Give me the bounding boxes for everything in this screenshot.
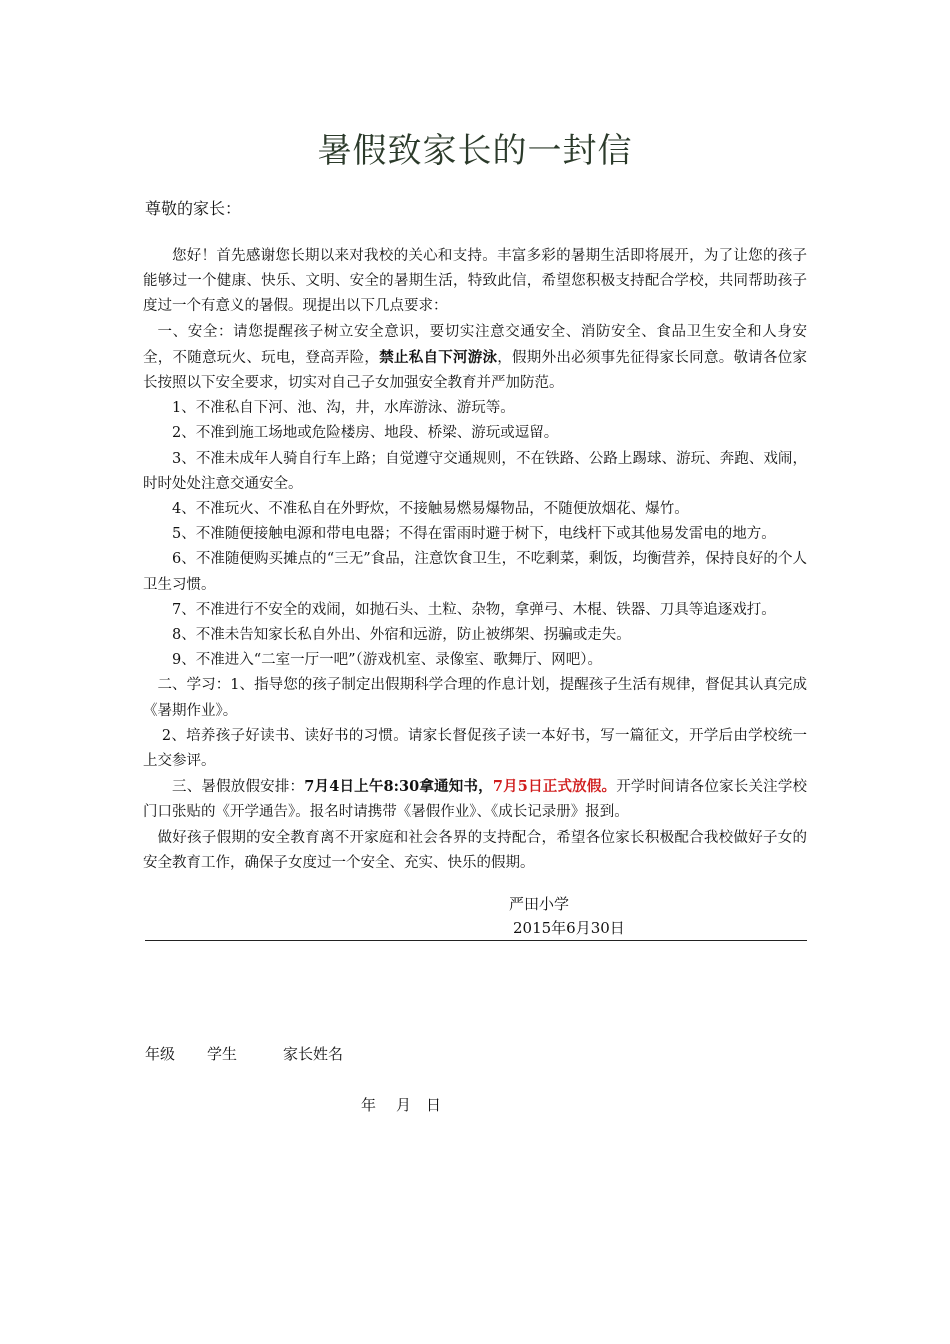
schedule-text-pre: 三、暑假放假安排： <box>172 779 305 796</box>
safety-rule-5: 5、不准随便接触电源和带电电器；不得在雷雨时避于树下，电线杆下或其他易发雷电的地方。 <box>172 526 776 543</box>
day-label: 日 <box>426 1096 442 1114</box>
report-card-date: 7月4日上午8:30拿通知书 <box>304 778 479 796</box>
schedule-separator: ， <box>478 778 493 796</box>
parent-name-label: 家长姓名 <box>283 1045 344 1063</box>
safety-rule-8: 8、不准未告知家长私自外出、外宿和远游，防止被绑架、拐骗或走失。 <box>172 627 631 644</box>
holiday-start-date: 7月5日正式放假。 <box>492 778 617 796</box>
year-label: 年 <box>361 1096 377 1114</box>
tear-off-divider <box>145 940 807 941</box>
swimming-ban-text: 禁止私自下河游泳 <box>379 348 498 366</box>
letter-title: 暑假致家长的一封信 <box>317 131 633 171</box>
study-paragraph-1: 二、学习：1、指导您的孩子制定出假期科学合理的作息计划，提醒孩子生活有规律，督促其认真完成《暑期作业》。 <box>143 677 807 719</box>
reply-slip-fields <box>145 1042 343 1066</box>
study-paragraph-2: 2、培养孩子好读书、读好书的习惯。请家长督促孩子读一本好书，写一篇征文，开学后由学校统一上交参评。 <box>143 727 807 770</box>
month-label: 月 <box>396 1096 412 1114</box>
safety-paragraph <box>143 320 807 397</box>
school-name: 严田小学 <box>509 895 570 913</box>
safety-text-post: ，假期外出必须事先征得家长同意。敬请各位家长按照以下安全要求，切实对自己子女加强安全教育并严加防范。 <box>143 349 808 392</box>
safety-rule-9: 9、不准进入“二室一厅一吧”（游戏机室、录像室、歌舞厅、网吧）。 <box>172 652 603 669</box>
reply-slip-date <box>361 1093 441 1117</box>
safety-rule-1: 1、不准私自下河、池、沟，井，水库游泳、游玩等。 <box>172 400 515 417</box>
intro-paragraph: 您好！首先感谢您长期以来对我校的关心和支持。丰富多彩的暑期生活即将展开，为了让您的孩子能够过一个健康、快乐、文明、安全的暑期生活，特致此信，希望您积极支持配合学校，共同帮助孩子度过一个有意义的暑假。现提出以下几点要求： <box>143 248 807 315</box>
letter-body <box>143 244 807 876</box>
safety-rule-7: 7、不准进行不安全的戏闹，如抛石头、土粒、杂物，拿弹弓、木棍、铁器、刀具等追逐戏打。 <box>172 601 776 618</box>
safety-rule-2: 2、不准到施工场地或危险楼房、地段、桥梁、游玩或逗留。 <box>172 425 559 442</box>
salutation: 尊敬的家长： <box>145 199 242 218</box>
grade-label: 年级 <box>145 1045 176 1063</box>
student-label: 学生 <box>207 1045 238 1063</box>
schedule-text-post: 开学时间请各位家长关注学校门口张贴的《开学通告》。报名时请携带《暑假作业》、《成长记录册》报到。 <box>143 779 808 821</box>
safety-rule-4: 4、不准玩火、不准私自在外野炊，不接触易燃易爆物品，不随便放烟花、爆竹。 <box>172 501 689 518</box>
closing-paragraph: 做好孩子假期的安全教育离不开家庭和社会各界的支持配合，希望各位家长积极配合我校做好子女的安全教育工作，确保子女度过一个安全、充实、快乐的假期。 <box>143 829 807 871</box>
safety-rule-3: 3、不准未成年人骑自行车上路；自觉遵守交通规则，不在铁路、公路上踢球、游玩、奔跑、戏闹，时时处处注意交通安全。 <box>143 450 807 492</box>
schedule-paragraph <box>143 774 807 825</box>
letter-date: 2015年6月30日 <box>513 919 625 937</box>
safety-text-pre: 一、安全：请您提醒孩子树立安全意识，要切实注意交通安全、消防安全、食品卫生安全和人身安全，不随意玩火、玩电，登高弄险， <box>143 323 807 366</box>
safety-rule-6: 6、不准随便购买摊点的“三无”食品，注意饮食卫生，不吃剩菜，剩饭，均衡营养，保持良好的个人卫生习惯。 <box>143 551 807 593</box>
